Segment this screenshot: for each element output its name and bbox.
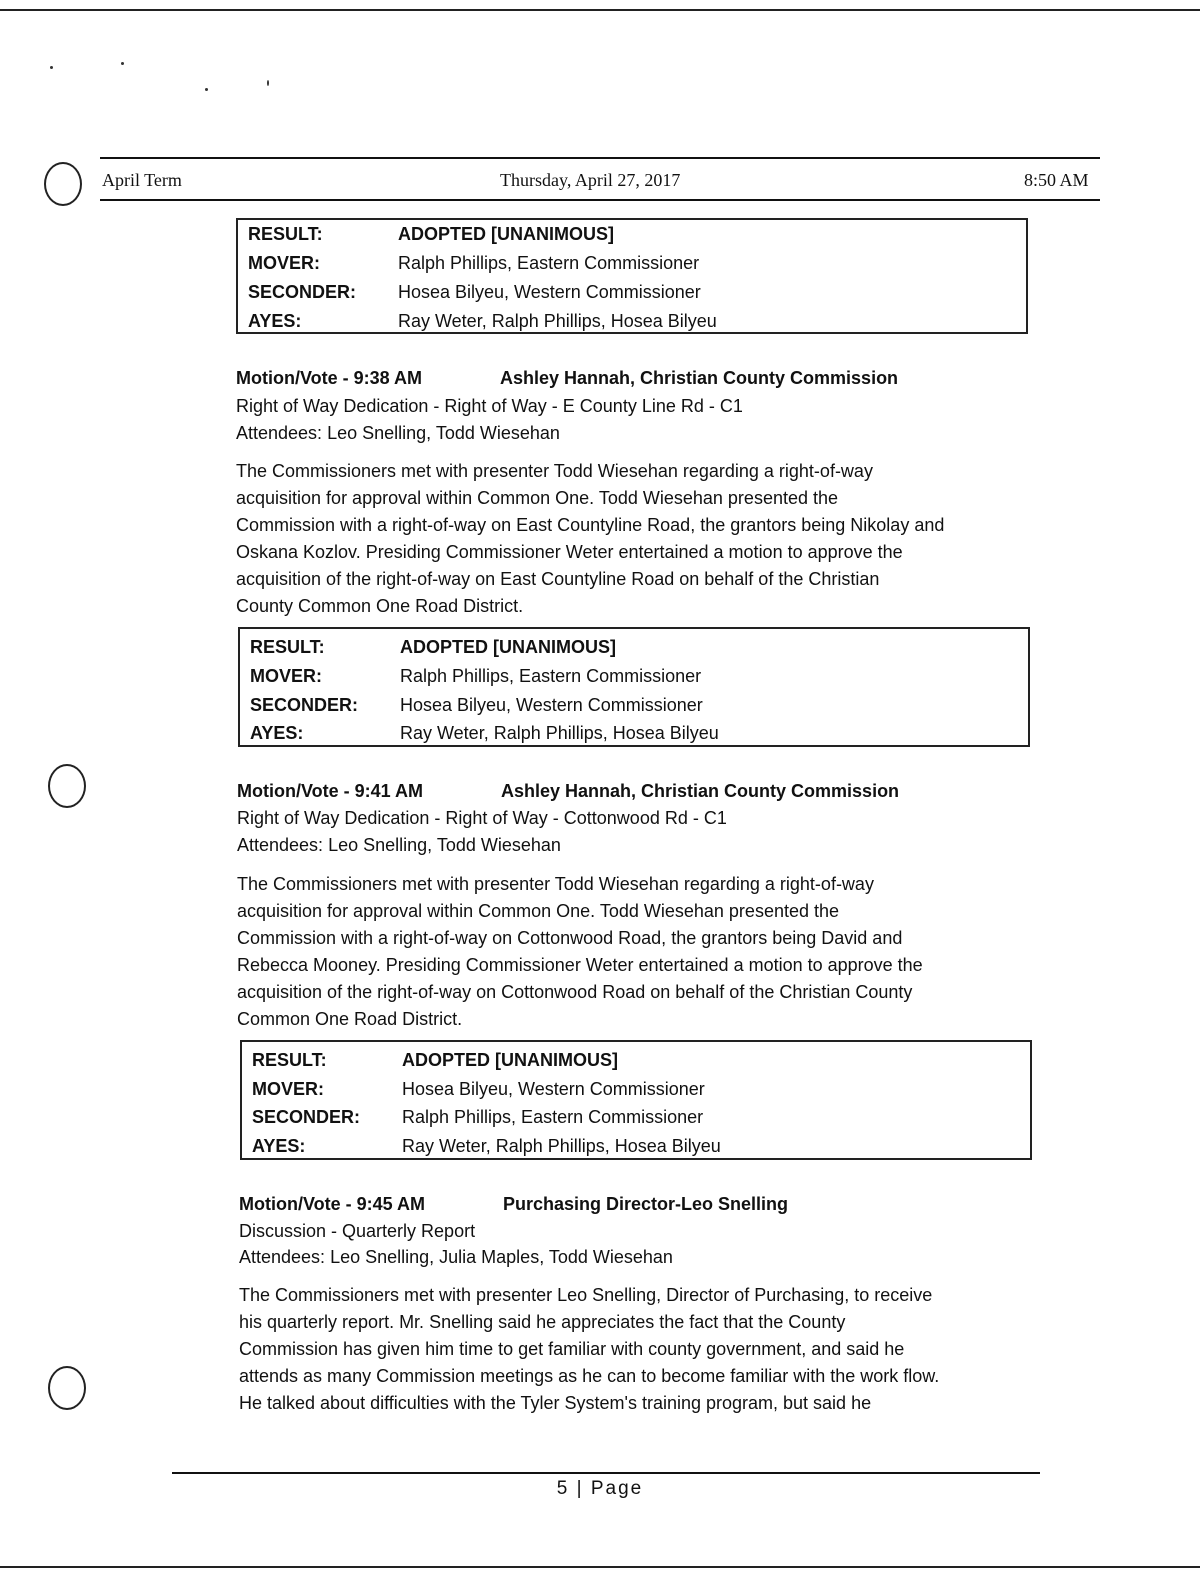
paragraph-line: Common One Road District.: [237, 1009, 463, 1029]
mover-value: Ralph Phillips, Eastern Commissioner: [400, 666, 702, 686]
paragraph-line: acquisition for approval within Common One. Todd Wiesehan presented the: [236, 488, 839, 508]
paragraph-line: He talked about difficulties with the Tyler System's training program, but said he: [239, 1393, 872, 1413]
paragraph-line: his quarterly report. Mr. Snelling said he appreciates the fact that the County: [239, 1312, 846, 1332]
result-label: RESULT:: [252, 1050, 327, 1070]
result-label: RESULT:: [250, 637, 325, 657]
seconder-value: Hosea Bilyeu, Western Commissioner: [400, 695, 703, 715]
motion-heading: [236, 368, 1036, 389]
binder-hole: [48, 764, 86, 808]
scan-speck: [267, 80, 269, 86]
ayes-label: AYES:: [250, 723, 304, 743]
seconder-label: SECONDER:: [250, 695, 359, 715]
paragraph-line: Commission with a right-of-way on Cottonwood Road, the grantors being David and: [237, 928, 903, 948]
ayes-label: AYES:: [252, 1136, 306, 1156]
paragraph-line: The Commissioners met with presenter Todd Wiesehan regarding a right-of-way: [237, 874, 874, 894]
motion-attendees: Attendees: Leo Snelling, Todd Wiesehan: [236, 423, 560, 443]
ayes-value: Ray Weter, Ralph Phillips, Hosea Bilyeu: [402, 1136, 721, 1156]
motion-topic: Discussion - Quarterly Report: [239, 1221, 476, 1241]
ayes-value: Ray Weter, Ralph Phillips, Hosea Bilyeu: [400, 723, 719, 743]
paragraph-line: acquisition for approval within Common One. Todd Wiesehan presented the: [237, 901, 840, 921]
motion-presenter: Ashley Hannah, Christian County Commission: [500, 368, 899, 388]
scan-bottom-edge: [0, 1566, 1200, 1568]
paragraph-line: acquisition of the right-of-way on East Countyline Road on behalf of the Christian: [236, 569, 880, 589]
motion-paragraph: [239, 1282, 1039, 1417]
mover-label: MOVER:: [252, 1079, 324, 1099]
vote-result-box: [238, 627, 1030, 747]
paragraph-line: Rebecca Mooney. Presiding Commissioner Weter entertained a motion to approve the: [237, 955, 923, 975]
motion-attendees: Attendees: Leo Snelling, Julia Maples, Todd Wiesehan: [239, 1247, 673, 1267]
meeting-date: Thursday, April 27, 2017: [500, 170, 681, 190]
paragraph-line: The Commissioners met with presenter Leo Snelling, Director of Purchasing, to receive: [239, 1285, 933, 1305]
motion-topic: Right of Way Dedication - Right of Way - Cottonwood Rd - C1: [237, 808, 727, 828]
paragraph-line: attends as many Commission meetings as he can to become familiar with the work flow.: [239, 1366, 940, 1386]
motion-topic: Right of Way Dedication - Right of Way - E County Line Rd - C1: [236, 396, 743, 416]
result-value: ADOPTED [UNANIMOUS]: [400, 637, 616, 657]
footer-rule: [172, 1472, 1040, 1474]
motion-time: Motion/Vote - 9:45 AM: [239, 1194, 425, 1214]
paragraph-line: County Common One Road District.: [236, 596, 524, 616]
page-number: 5 | Page: [556, 1478, 644, 1499]
motion-heading: [237, 781, 1037, 802]
paragraph-line: acquisition of the right-of-way on Cottonwood Road on behalf of the Christian County: [237, 982, 913, 1002]
motion-presenter: Ashley Hannah, Christian County Commission: [501, 781, 900, 801]
motion-time: Motion/Vote - 9:41 AM: [237, 781, 423, 801]
meeting-time: 8:50 AM: [1024, 170, 1089, 190]
paragraph-line: Commission with a right-of-way on East Countyline Road, the grantors being Nikolay and: [236, 515, 945, 535]
header-top-rule: [100, 157, 1100, 159]
paragraph-line: Oskana Kozlov. Presiding Commissioner Weter entertained a motion to approve the: [236, 542, 903, 562]
ayes-value: Ray Weter, Ralph Phillips, Hosea Bilyeu: [398, 311, 717, 331]
seconder-label: SECONDER:: [252, 1107, 361, 1127]
motion-heading: [239, 1194, 1039, 1215]
ayes-label: AYES:: [248, 311, 302, 331]
vote-result-box: [240, 1040, 1032, 1160]
seconder-value: Ralph Phillips, Eastern Commissioner: [402, 1107, 704, 1127]
mover-label: MOVER:: [250, 666, 322, 686]
mover-value: Ralph Phillips, Eastern Commissioner: [398, 253, 700, 273]
mover-label: MOVER:: [248, 253, 320, 273]
result-value: ADOPTED [UNANIMOUS]: [402, 1050, 618, 1070]
motion-presenter: Purchasing Director-Leo Snelling: [503, 1194, 789, 1214]
binder-hole: [48, 1366, 86, 1410]
motion-paragraph: [237, 871, 1037, 1033]
scan-top-edge: [0, 9, 1200, 11]
scan-speck: [205, 88, 208, 91]
scan-speck: [50, 66, 53, 69]
scan-speck: [121, 62, 124, 65]
result-label: RESULT:: [248, 224, 323, 244]
motion-time: Motion/Vote - 9:38 AM: [236, 368, 422, 388]
paragraph-line: The Commissioners met with presenter Todd Wiesehan regarding a right-of-way: [236, 461, 873, 481]
header-bottom-rule: [100, 199, 1100, 201]
binder-hole: [44, 162, 82, 206]
vote-result-box: [236, 218, 1028, 334]
motion-attendees: Attendees: Leo Snelling, Todd Wiesehan: [237, 835, 561, 855]
result-value: ADOPTED [UNANIMOUS]: [398, 224, 614, 244]
term-label: April Term: [102, 170, 182, 190]
seconder-label: SECONDER:: [248, 282, 357, 302]
motion-paragraph: [236, 458, 1036, 620]
mover-value: Hosea Bilyeu, Western Commissioner: [402, 1079, 705, 1099]
seconder-value: Hosea Bilyeu, Western Commissioner: [398, 282, 701, 302]
paragraph-line: Commission has given him time to get familiar with county government, and said he: [239, 1339, 905, 1359]
